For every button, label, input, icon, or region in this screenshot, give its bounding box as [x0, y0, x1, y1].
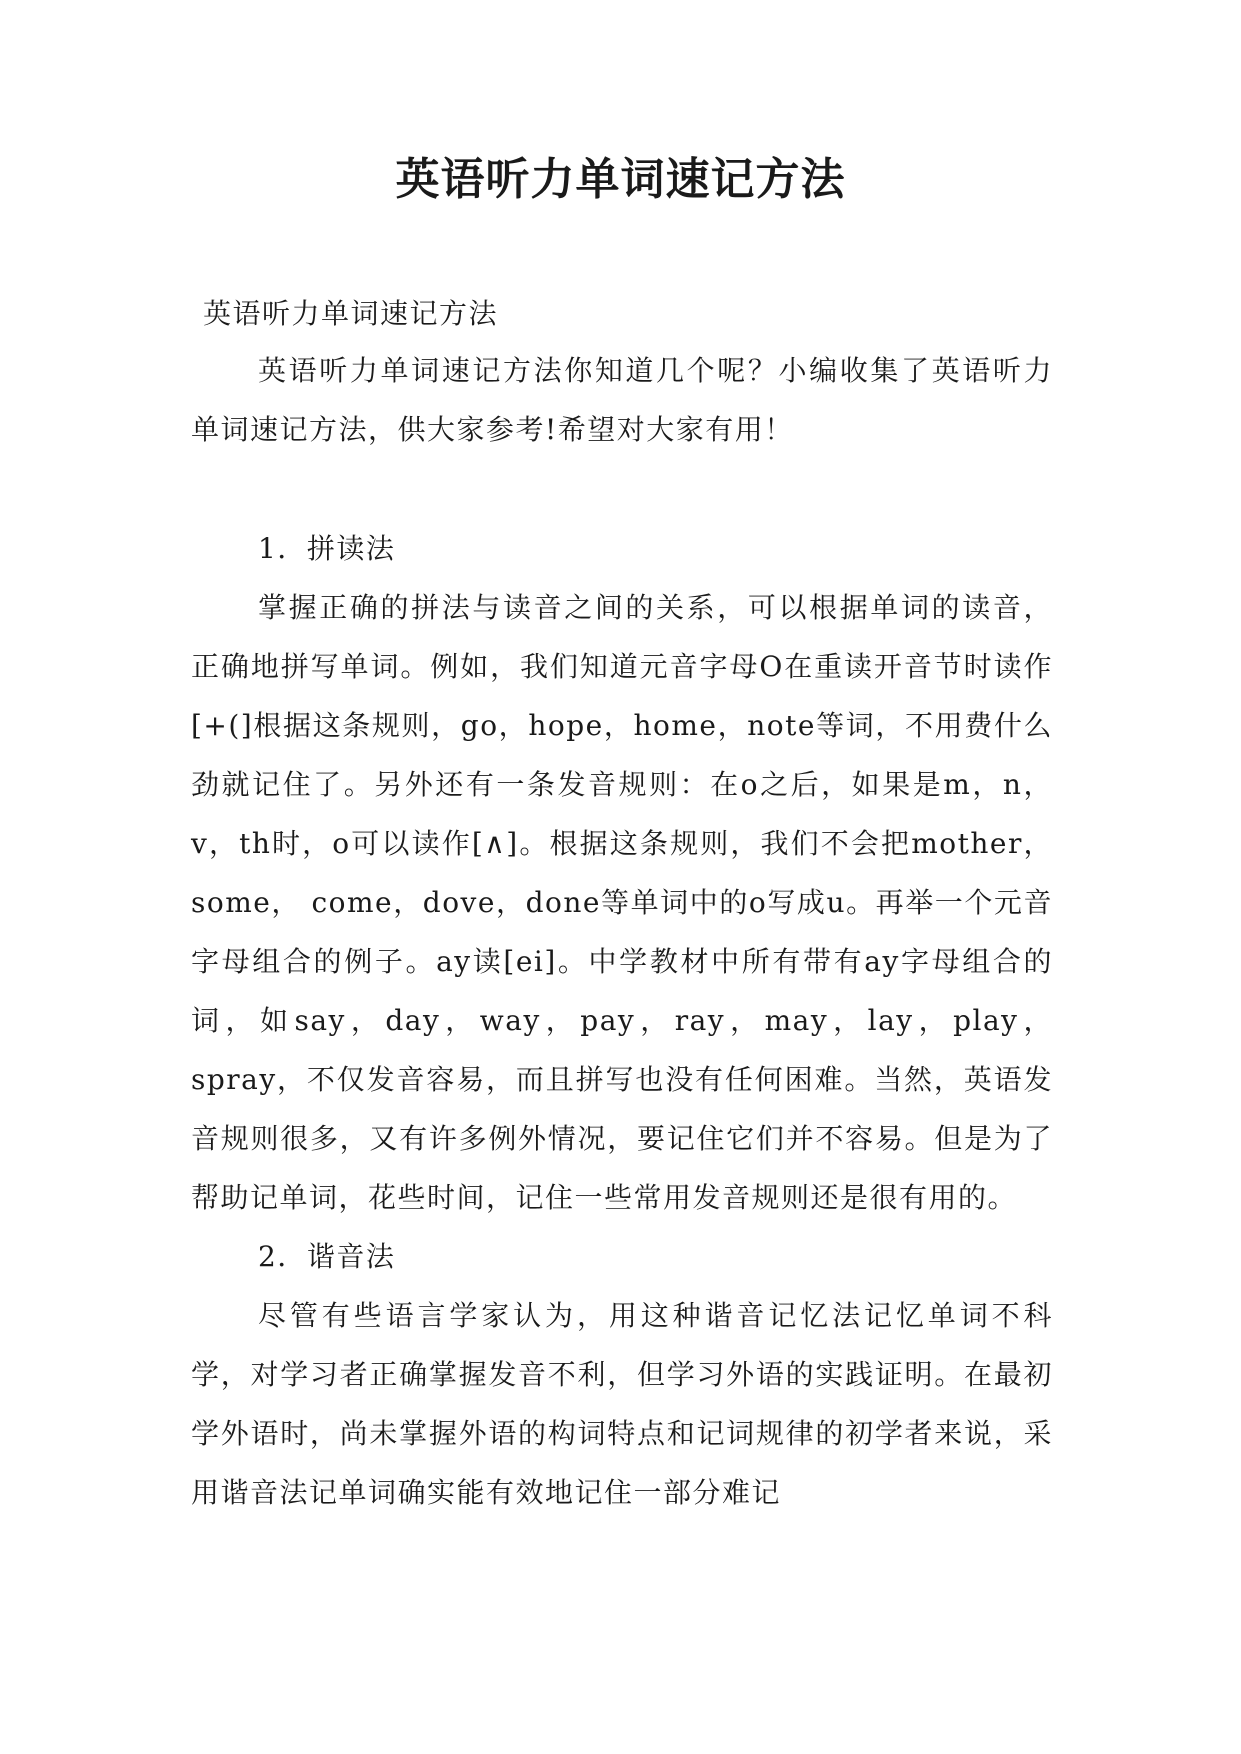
section-paragraph-2: 尽管有些语言学家认为，用这种谐音记忆法记忆单词不科学，对学习者正确掌握发音不利，但学习外语的实践证明。在最初学外语时，尚未掌握外语的构词特点和记词规律的初学者来说，采用谐音法记单词确实能有效地记住一部分难记	[191, 1299, 1053, 1509]
document-subtitle: 英语听力单词速记方法	[203, 297, 499, 330]
document-title: 英语听力单词速记方法	[395, 154, 846, 205]
intro-paragraph: 英语听力单词速记方法你知道几个呢？小编收集了英语听力单词速记方法，供大家参考!希望对大家有用！	[191, 354, 1053, 446]
document-body	[191, 287, 1053, 1522]
section-heading-1: 1．拼读法	[258, 532, 396, 565]
paragraph-gap	[191, 459, 1053, 519]
section-heading-2: 2．谐音法	[258, 1240, 396, 1273]
section-paragraph-1: 掌握正确的拼法与读音之间的关系，可以根据单词的读音，正确地拼写单词。例如，我们知道元音字母O在重读开音节时读作[+(]根据这条规则，go，hope，home，note等词，不用费什么劲就记住了。另外还有一条发音规则：在o之后，如果是m，n，v，th时，o可以读作[∧]。根据这条规则，我们不会把mother， some， come，dove，done等单词中的o写成u。再举一个元音字母组合的例子。ay读[ei]。中学教材中所有带有ay字母组合的词，如say，day，way，pay，ray，may，lay，play，spray，不仅发音容易，而且拼写也没有任何困难。当然，英语发音规则很多，又有许多例外情况，要记住它们并不容易。但是为了帮助记单词，花些时间，记住一些常用发音规则还是很有用的。	[191, 591, 1053, 1214]
